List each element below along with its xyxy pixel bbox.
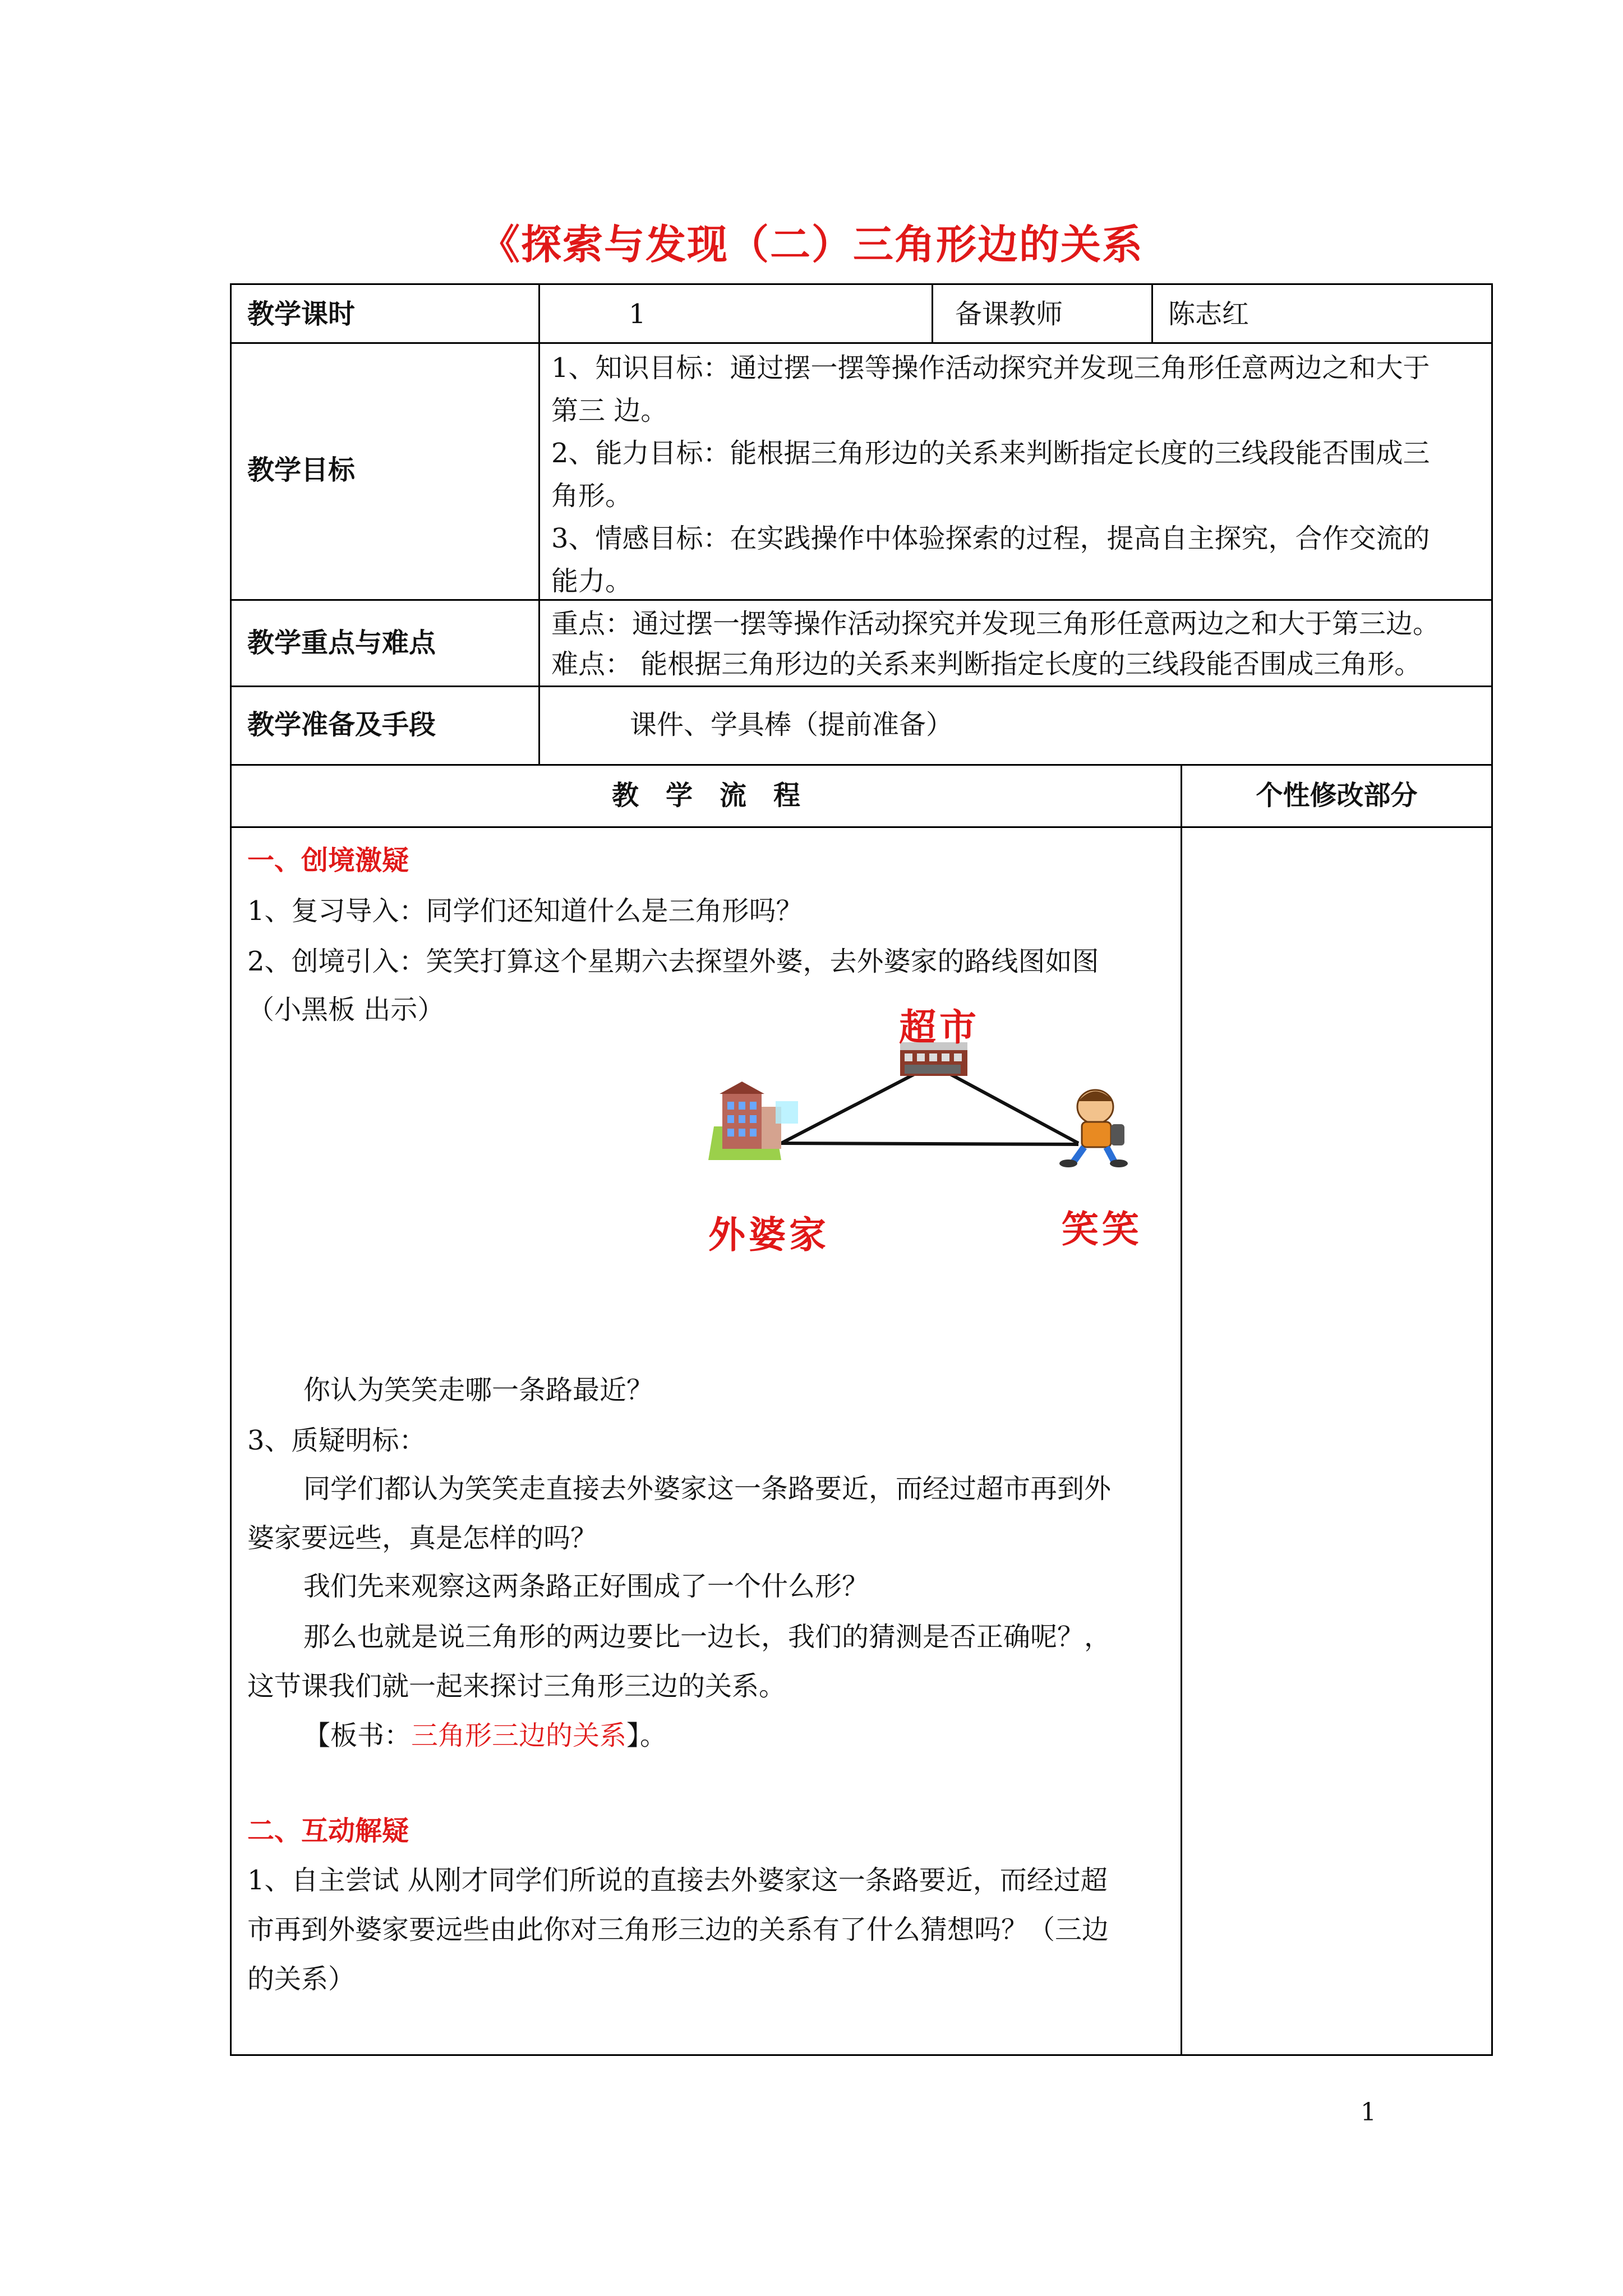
paragraph: 市再到外婆家要远些由此你对三角形三边的关系有了什么猜想吗？（三边	[247, 1914, 1109, 1945]
paragraph: 同学们都认为笑笑走直接去外婆家这一条路要近，而经过超市再到外	[303, 1473, 1112, 1504]
paragraph: 婆家要远些，真是怎样的吗？	[247, 1522, 598, 1554]
paragraph: 这节课我们就一起来探讨三角形三边的关系。	[247, 1671, 786, 1702]
board-suffix: 】。	[626, 1720, 667, 1751]
section-heading: 一、创境激疑	[247, 845, 409, 876]
xiaoxiao-label: 笑笑	[1062, 1208, 1142, 1251]
board-prefix: 【板书：	[303, 1720, 412, 1751]
paragraph: （小黑板 出示）	[247, 994, 445, 1025]
objective-line: 第三 边。	[551, 395, 668, 426]
paragraph: 3、质疑明标：	[247, 1425, 426, 1456]
prep-label: 教学准备及手段	[247, 709, 436, 740]
paragraph: 1、复习导入：同学们还知道什么是三角形吗？	[247, 895, 803, 927]
objective-line: 1、知识目标：通过摆一摆等操作活动探究并发现三角形任意两边之和大于	[551, 352, 1430, 384]
teacher-value: 陈志红	[1168, 298, 1249, 330]
flow-header: 教 学 流 程	[611, 780, 800, 811]
board-text: 三角形三边的关系	[411, 1720, 627, 1751]
paragraph: 我们先来观察这两条路正好围成了一个什么形？	[303, 1571, 869, 1602]
grandma-home-label: 外婆家	[708, 1213, 829, 1257]
paragraph: 2、创境引入：笑笑打算这个星期六去探望外婆，去外婆家的路线图如图	[247, 946, 1099, 977]
objectives-label: 教学目标	[247, 454, 356, 486]
hours-label: 教学课时	[247, 298, 356, 330]
focus-line: 难点： 能根据三角形边的关系来判断指定长度的三线段能否围成三角形。	[551, 648, 1422, 680]
notes-header: 个性修改部分	[1256, 780, 1418, 811]
prep-value: 课件、学具棒（提前准备）	[630, 709, 953, 740]
paragraph: 1、自主尝试 从刚才同学们所说的直接去外婆家这一条路要近，而经过超	[247, 1865, 1108, 1896]
objective-line: 3、情感目标：在实践操作中体验探索的过程，提高自主探究，合作交流的	[551, 523, 1430, 554]
house-icon	[708, 1082, 798, 1160]
teacher-label: 备课教师	[955, 298, 1063, 330]
paragraph: 那么也就是说三角形的两边要比一边长，我们的猜测是否正确呢？，	[303, 1621, 1112, 1653]
objective-line: 角形。	[551, 480, 633, 512]
route-map	[691, 992, 1163, 1306]
board-note	[303, 1714, 667, 1757]
focus-label: 教学重点与难点	[247, 627, 436, 659]
document-title: 《探索与发现（二）三角形边的关系	[479, 220, 1144, 268]
objective-line: 能力。	[551, 565, 633, 597]
boy-icon	[1059, 1090, 1128, 1167]
supermarket-label: 超市	[899, 1006, 980, 1049]
objective-line: 2、能力目标：能根据三角形边的关系来判断指定长度的三线段能否围成三	[551, 438, 1430, 469]
paragraph: 你认为笑笑走哪一条路最近？	[303, 1374, 654, 1406]
page-number: 1	[1361, 2098, 1376, 2127]
lesson-plan-table	[230, 283, 1493, 2056]
section-heading: 二、互动解疑	[247, 1815, 409, 1847]
focus-line: 重点：通过摆一摆等操作活动探究并发现三角形任意两边之和大于第三边。	[551, 608, 1440, 639]
hours-value: 1	[629, 298, 646, 330]
paragraph: 的关系）	[247, 1963, 356, 1995]
